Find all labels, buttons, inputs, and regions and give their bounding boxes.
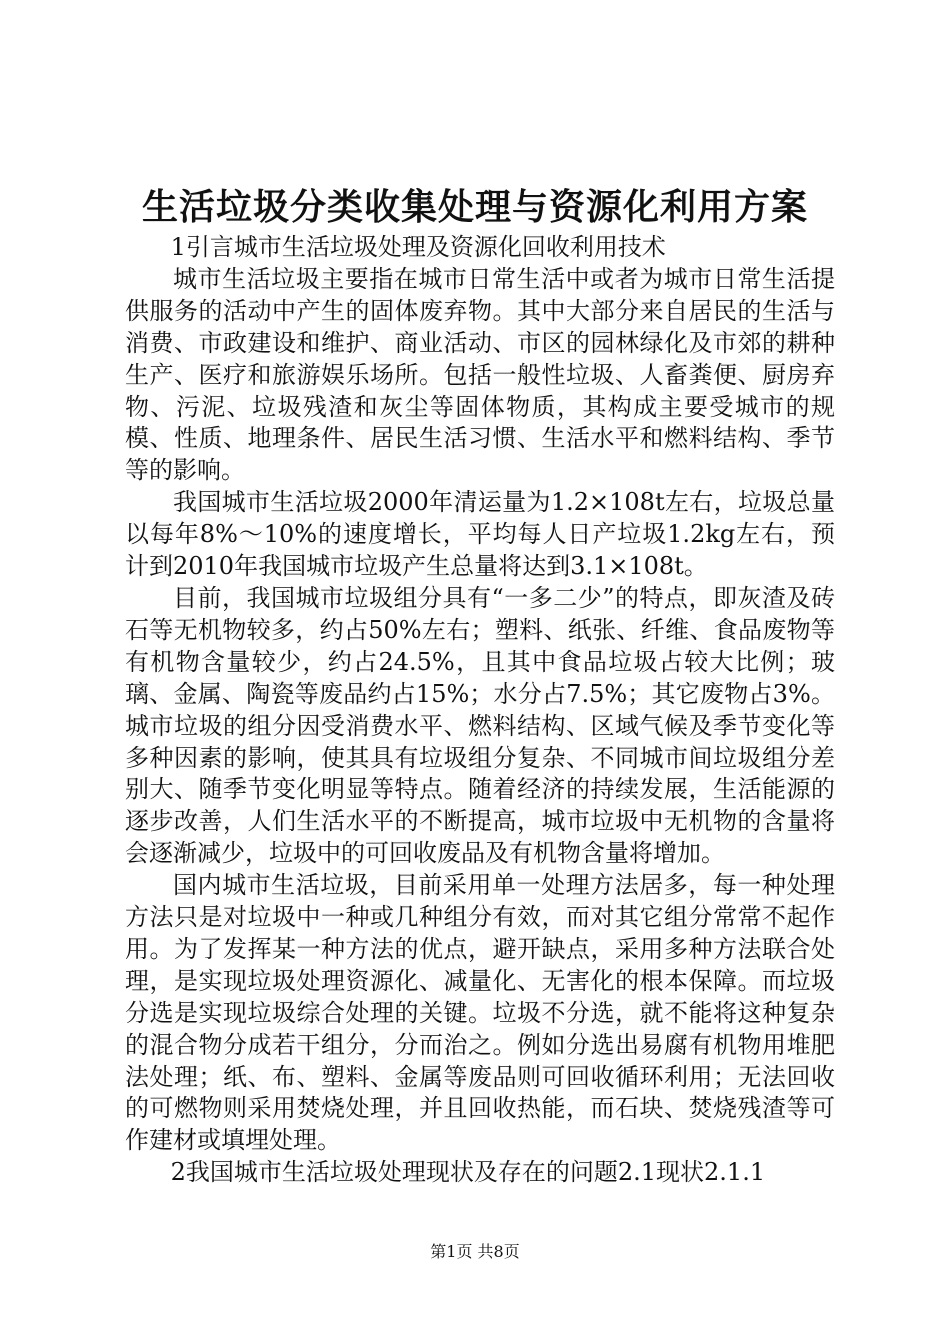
paragraph-composition: 目前，我国城市垃圾组分具有“一多二少”的特点，即灰渣及砖石等无机物较多，约占50%左右；塑料、纸张、纤维、食品废物等有机物含量较少，约占24.5%，且其中食品垃圾占较大比例；玻璃、金属、陶瓷等废品约占15%；水分占7.5%；其它废物占3%。城市垃圾的组分因受消费水平、燃料结构、区域气候及季节变化等多种因素的影响，使其具有垃圾组分复杂、不同城市间垃圾组分差别大、随季节变化明显等特点。随着经济的持续发展，生活能源的逐步改善，人们生活水平的不断提高，城市垃圾中无机物的含量将会逐渐减少，垃圾中的可回收废品及有机物含量将增加。 <box>125 583 835 868</box>
paragraph-intro-heading: 1引言城市生活垃圾处理及资源化回收利用技术 <box>170 233 666 261</box>
paragraph-treatment-methods: 国内城市生活垃圾，目前采用单一处理方法居多，每一种处理方法只是对垃圾中一种或几种组分有效，而对其它组分常常不起作用。为了发挥某一种方法的优点，避开缺点，采用多种方法联合处理，是实现垃圾处理资源化、减量化、无害化的根本保障。而垃圾分选是实现垃圾综合处理的关键。垃圾不分选，就不能将这种复杂的混合物分成若干组分，分而治之。例如分选出易腐有机物用堆肥法处理；纸、布、塑料、金属等废品则可回收循环利用；无法回收的可燃物则采用焚烧处理，并且回收热能，而石块、焚烧残渣等可作建材或填埋处理。 <box>125 871 835 1155</box>
paragraph-section-2-heading: 2我国城市生活垃圾处理现状及存在的问题2.1现状2.1.1 <box>170 1158 766 1187</box>
paragraph-volume-statistics: 我国城市生活垃圾2000年清运量为1.2×108t左右，垃圾总量以每年8%～10%的速度增长，平均每人日产垃圾1.2kg左右，预计到2010年我国城市垃圾产生总量将达到3.1×108t。 <box>125 488 835 581</box>
paragraph-definition: 城市生活垃圾主要指在城市日常生活中或者为城市日常生活提供服务的活动中产生的固体废弃物。其中大部分来自居民的生活与消费、市政建设和维护、商业活动、市区的园林绿化及市郊的耕种生产、医疗和旅游娱乐场所。包括一般性垃圾、人畜粪便、厨房弃物、污泥、垃圾残渣和灰尘等固体物质，其构成主要受城市的规模、性质、地理条件、居民生活习惯、生活水平和燃料结构、季节等的影响。 <box>125 264 835 485</box>
document-title: 生活垃圾分类收集处理与资源化利用方案 <box>141 186 808 228</box>
page-number-footer: 第1页 共8页 <box>430 1242 520 1261</box>
document-body <box>125 232 835 1189</box>
